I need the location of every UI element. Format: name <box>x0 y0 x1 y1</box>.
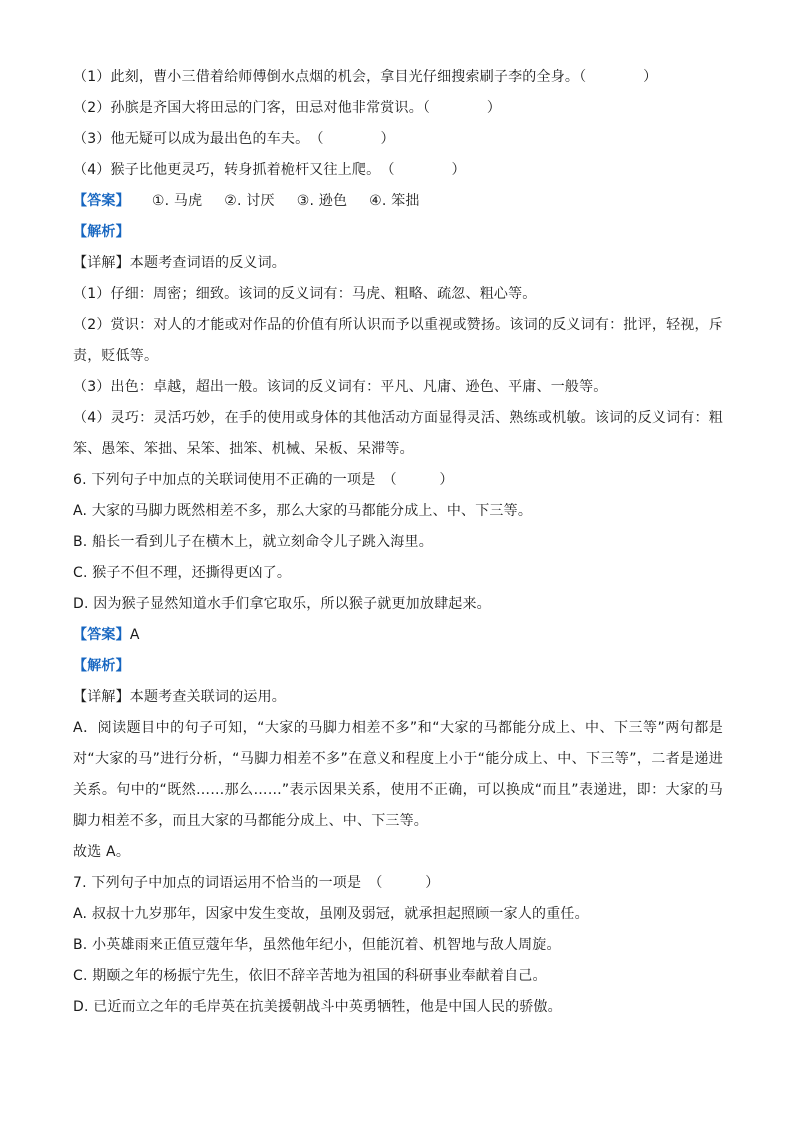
q5-answer-option-4: ④. 笨拙 <box>369 193 420 209</box>
q5-item-2: （2）孙膑是齐国大将田忌的门客，田忌对他非常赏识。（ ） <box>73 100 502 116</box>
q6-answer-line <box>73 620 723 651</box>
q6-stem: 6. 下列句子中加点的关联词使用不正确的一项是 （ ） <box>73 472 454 488</box>
q6-option-d: D. 因为猴子显然知道水手们拿它取乐，所以猴子就更加放肆起来。 <box>73 596 491 612</box>
q6-answer-value: A <box>129 627 140 643</box>
q5-item-4: （4）猴子比他更灵巧，转身抓着桅杆又往上爬。 （ ） <box>73 162 466 178</box>
q7-stem: 7. 下列句子中加点的词语运用不恰当的一项是 （ ） <box>73 875 440 891</box>
q5-detail-2: （2）赏识：对人的才能或对作品的价值有所认识而予以重视或赞扬。该词的反义词有：批评，轻视，斥责，贬低等。 <box>73 317 723 364</box>
q6-option-c: C. 猴子不但不理，还撕得更凶了。 <box>73 565 292 581</box>
q5-analysis-label: 【解析】 <box>73 224 130 240</box>
q7-option-d: D. 已近而立之年的毛岸英在抗美援朝战斗中英勇牺牲，他是中国人民的骄傲。 <box>73 999 562 1015</box>
q6-detail-body: A．阅读题目中的句子可知，“大家的马脚力相差不多”和“大家的马都能分成上、中、下三等”两句都是对“大家的马”进行分析，“马脚力相差不多”在意义和程度上小于“能分成上、中、下三等”，二者是递进关系。句中的“既然……那么……”表示因果关系，使用不正确，可以换成“而且”表递进，即：大家的马脚力相差不多，而且大家的马都能分成上、中、下三等。 <box>73 720 723 829</box>
q6-conclusion: 故选 A。 <box>73 844 131 860</box>
q5-detail-3: （3）出色：卓越，超出一般。该词的反义词有：平凡、凡庸、逊色、平庸、一般等。 <box>73 379 608 395</box>
q5-detail-intro: 【详解】本题考查词语的反义词。 <box>73 255 286 271</box>
q6-option-b: B. 船长一看到儿子在横木上，就立刻命令儿子跳入海里。 <box>73 534 433 550</box>
q6-option-a: A. 大家的马脚力既然相差不多，那么大家的马都能分成上、中、下三等。 <box>73 503 533 519</box>
q5-item-1: （1）此刻，曹小三借着给师傅倒水点烟的机会，拿目光仔细搜索刷子李的全身。（ ） <box>73 69 658 85</box>
q5-detail-4: （4）灵巧：灵活巧妙，在手的使用或身体的其他活动方面显得灵活、熟练或机敏。该词的反义词有：粗笨、愚笨、笨拙、呆笨、拙笨、机械、呆板、呆滞等。 <box>73 410 723 457</box>
q5-answer-line <box>73 186 723 217</box>
q7-option-a: A. 叔叔十九岁那年，因家中发生变故，虽刚及弱冠，就承担起照顾一家人的重任。 <box>73 906 589 922</box>
q5-answer-option-2: ②. 讨厌 <box>224 193 275 209</box>
q5-detail-1: （1）仔细：周密；细致。该词的反义词有：马虎、粗略、疏忽、粗心等。 <box>73 286 537 302</box>
q5-item-3: （3）他无疑可以成为最出色的车夫。 （ ） <box>73 131 395 147</box>
q6-detail-intro: 【详解】本题考查关联词的运用。 <box>73 689 286 705</box>
q5-answer-label: 【答案】 <box>73 193 130 209</box>
q7-option-c: C. 期颐之年的杨振宁先生，依旧不辞辛苦地为祖国的科研事业奉献着自己。 <box>73 968 547 984</box>
q5-answer-option-3: ③. 逊色 <box>296 193 348 209</box>
q5-answer-option-1: ①. 马虎 <box>151 193 203 209</box>
q6-analysis-label: 【解析】 <box>73 658 130 674</box>
document-page <box>73 62 723 1023</box>
q6-answer-label: 【答案】 <box>73 627 130 643</box>
q7-option-b: B. 小英雄雨来正值豆蔻年华，虽然他年纪小，但能沉着、机智地与敌人周旋。 <box>73 937 561 953</box>
